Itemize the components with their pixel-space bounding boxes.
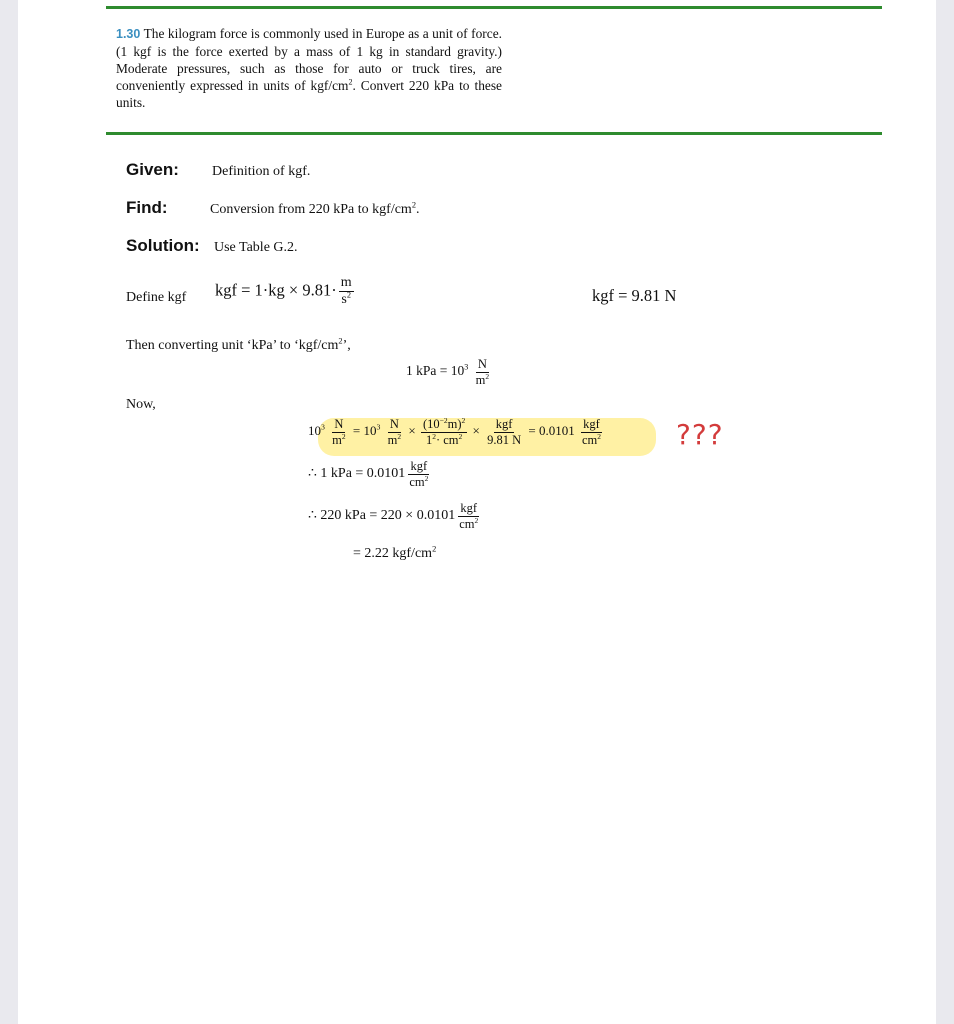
solution-text: Use Table G.2.: [214, 240, 298, 255]
now-text: Now,: [126, 397, 156, 412]
top-rule: [106, 6, 882, 9]
bottom-rule: [106, 132, 882, 135]
find-text: Conversion from 220 kPa to kgf/$cm^2$.: [210, 200, 420, 217]
given-text: Definition of kgf.: [212, 164, 311, 179]
given-label: Given:: [126, 160, 179, 179]
define-equation: kgf = 1·kg × 9.81· $\frac{m}{s^2}$: [215, 275, 352, 307]
conversion-chain: $10^3$ $\frac{N}{m^2}$ = $10^3$ $\frac{N}{m^2}$ × $\frac{(10^{-2}m)^2}{1^2\cdot cm^2}$ × $\frac{\text{kgf}}{9.81 N}$ = 0.0101 $\frac{\text{kgf}}{cm^2}$: [308, 415, 602, 447]
problem-number: 1.30: [116, 27, 141, 41]
kpa-equation: 1 kPa = $10^3$ $\frac{N}{m^2}$: [406, 357, 490, 387]
find-label: Find:: [126, 198, 168, 217]
define-label: Define kgf: [126, 290, 187, 305]
define-result: kgf = 9.81 N: [592, 286, 677, 305]
handwritten-question-marks: ???: [676, 418, 724, 451]
final-result: = 2.22 kgf/$cm^2$: [353, 544, 437, 561]
document-page: [18, 0, 936, 1024]
therefore-220kpa: ∴ 220 kPa = 220 × 0.0101 $\frac{\text{kgf}}{cm^2}$: [308, 501, 479, 531]
solution-label: Solution:: [126, 236, 200, 255]
therefore-1kpa: ∴ 1 kPa = 0.0101 $\frac{\text{kgf}}{cm^2}$: [308, 459, 429, 489]
problem-statement: 1.30 The kilogram force is commonly used in Europe as a unit of force. (1 kgf is the force exerted by a mass of 1 kg in standard gravity.) Moderate pressures, such as those for auto or truck tires, are conveniently expressed in units of kgf/$cm^2$. Convert 220 kPa to these units.: [116, 26, 502, 110]
converting-text: Then converting unit ‘kPa’ to ‘$kgf/cm^2$’,: [126, 336, 351, 353]
